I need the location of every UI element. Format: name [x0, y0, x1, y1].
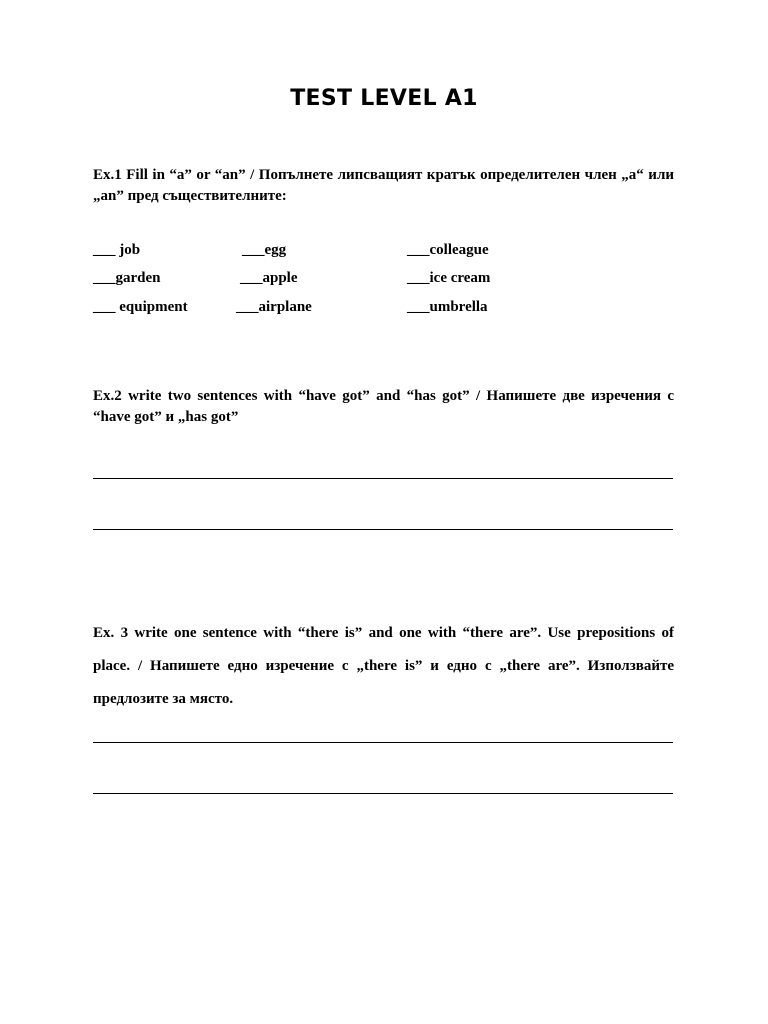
blank-word-item: ___ job [93, 242, 141, 258]
exercise-2-instruction: Ex.2 write two sentences with “have got” and “has got” / Напишете две изречения с “have got” и „has got” [93, 388, 674, 425]
blank-word-item: ___egg [242, 242, 287, 258]
exercise-1-row [93, 242, 674, 262]
exercise-2-answer-line [93, 478, 673, 479]
blank-word-item: ___colleague [407, 242, 489, 258]
exercise-3-answer-line [93, 742, 673, 743]
exercise-1-row [93, 270, 674, 290]
exercise-3-instruction: Ex. 3 write one sentence with “there is” and one with “there are”. Use prepositions of place. / Напишете едно изречение с „there is” и едно с „there are”. Използвайте предлозите за място. [93, 625, 674, 707]
exercise-2-answer-line [93, 529, 673, 530]
exercise-3-answer-line [93, 793, 673, 794]
exercise-1-row [93, 299, 674, 319]
blank-word-item: ___garden [93, 270, 161, 286]
exercise-1-instruction: Ex.1 Fill in “a” or “an” / Попълнете липсващият кратък определителен член „a“ или „an” пред съществителните: [93, 167, 674, 204]
blank-word-item: ___umbrella [407, 299, 488, 315]
blank-word-item: ___apple [240, 270, 298, 286]
blank-word-item: ___ equipment [93, 299, 188, 315]
blank-word-item: ___ice cream [407, 270, 491, 286]
blank-word-item: ___airplane [236, 299, 312, 315]
page-title: TEST LEVEL A1 [290, 86, 478, 111]
